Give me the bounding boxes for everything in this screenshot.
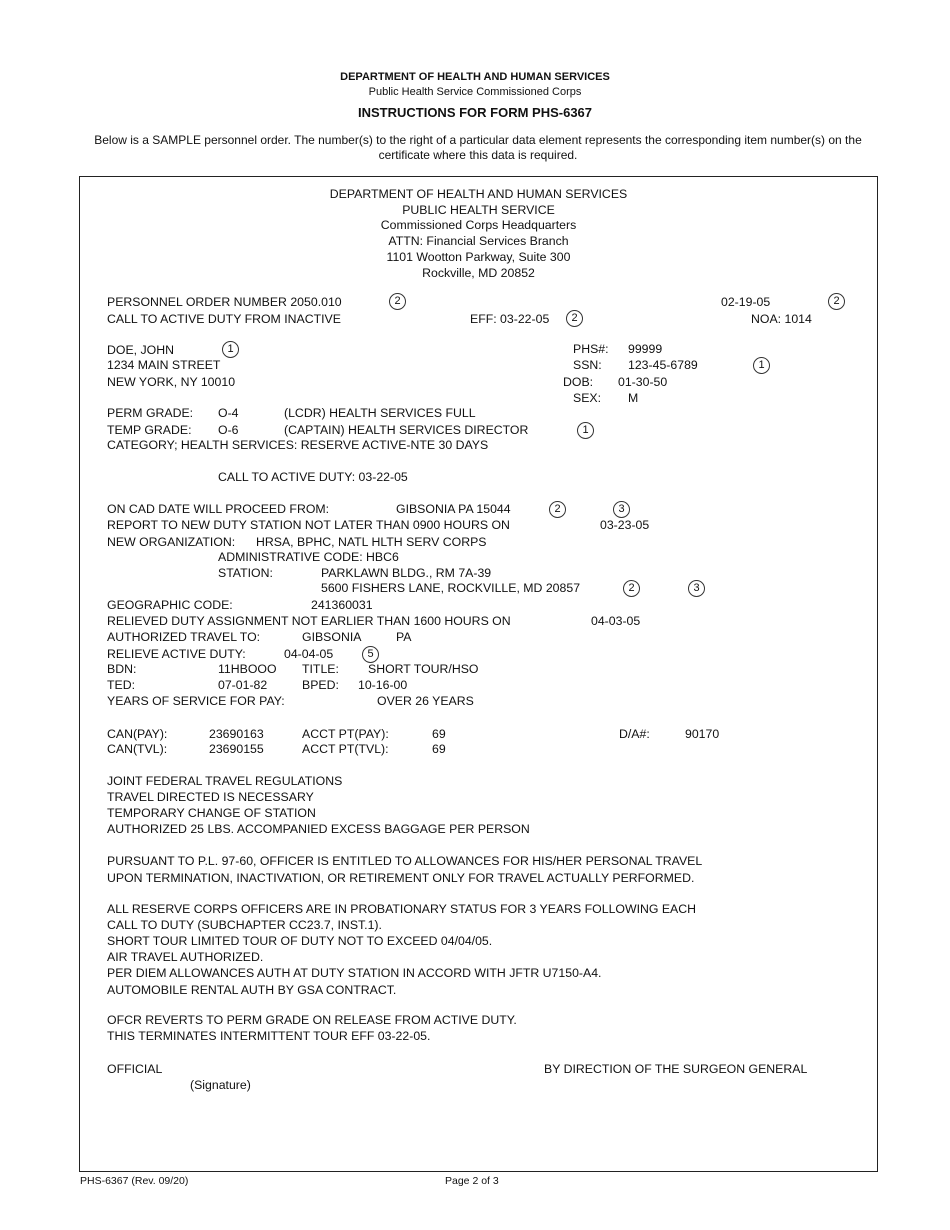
can-tvl-value: 23690155: [209, 742, 264, 756]
temp-grade-label: TEMP GRADE:: [107, 423, 192, 437]
para-line: THIS TERMINATES INTERMITTENT TOUR EFF 03-22-05.: [107, 1029, 431, 1043]
address-line: Commissioned Corps Headquarters: [380, 218, 577, 233]
relieve-label: RELIEVE ACTIVE DUTY:: [107, 647, 246, 661]
item-marker: 2: [828, 293, 845, 310]
para-line: TRAVEL DIRECTED IS NECESSARY: [107, 790, 314, 804]
can-tvl-label: CAN(TVL):: [107, 742, 168, 756]
officer-street: 1234 MAIN STREET: [107, 358, 221, 372]
title-value: SHORT TOUR/HSO: [368, 662, 479, 676]
call-line: CALL TO ACTIVE DUTY FROM INACTIVE: [107, 312, 341, 326]
para-line: UPON TERMINATION, INACTIVATION, OR RETIREMENT ONLY FOR TRAVEL ACTUALLY PERFORMED.: [107, 871, 695, 885]
perm-grade-desc: (LCDR) HEALTH SERVICES FULL: [284, 406, 476, 420]
report-line: REPORT TO NEW DUTY STATION NOT LATER THAN 0900 HOURS ON: [107, 518, 510, 532]
para-line: AUTOMOBILE RENTAL AUTH BY GSA CONTRACT.: [107, 983, 397, 997]
address-line: PUBLIC HEALTH SERVICE: [402, 202, 555, 217]
item-marker: 1: [222, 341, 239, 358]
surgeon-general-line: BY DIRECTION OF THE SURGEON GENERAL: [544, 1062, 808, 1076]
sex-label: SEX:: [573, 391, 602, 405]
category: CATEGORY; HEALTH SERVICES: RESERVE ACTIVE-NTE 30 DAYS: [107, 438, 489, 452]
item-marker: 2: [549, 501, 566, 518]
phs-value: 99999: [628, 342, 663, 356]
ssn-value: 123-45-6789: [628, 358, 698, 372]
order-address-block: [80, 187, 877, 281]
corps-subheading: Public Health Service Commissioned Corps: [368, 86, 582, 98]
para-line: JOINT FEDERAL TRAVEL REGULATIONS: [107, 774, 343, 788]
para-line: ALL RESERVE CORPS OFFICERS ARE IN PROBATIONARY STATUS FOR 3 YEARS FOLLOWING EACH: [107, 902, 697, 916]
da-label: D/A#:: [619, 727, 650, 741]
page-title: INSTRUCTIONS FOR FORM PHS-6367: [357, 105, 593, 120]
station-value: PARKLAWN BLDG., RM 7A-39: [321, 566, 492, 580]
form-id: PHS-6367 (Rev. 09/20): [80, 1175, 189, 1187]
acct-pay-value: 69: [432, 727, 446, 741]
yos-label: YEARS OF SERVICE FOR PAY:: [107, 694, 285, 708]
relieved-line: RELIEVED DUTY ASSIGNMENT NOT EARLIER THAN 1600 HOURS ON: [107, 614, 511, 628]
intro-text: Below is a SAMPLE personnel order. The number(s) to the right of a particular data element represents the corresponding item number(s) on the certificate where this data is required.: [94, 133, 862, 162]
item-marker: 2: [623, 580, 640, 597]
officer-name: DOE, JOHN: [107, 343, 174, 357]
title-label: TITLE:: [302, 662, 339, 676]
can-pay-label: CAN(PAY):: [107, 727, 168, 741]
para-line: CALL TO DUTY (SUBCHAPTER CC23.7, INST.1).: [107, 918, 382, 932]
item-marker: 2: [566, 310, 583, 327]
perm-grade-label: PERM GRADE:: [107, 406, 194, 420]
bped-value: 10-16-00: [358, 678, 408, 692]
relieve-date: 04-04-05: [284, 647, 334, 661]
acct-pay-label: ACCT PT(PAY):: [302, 727, 389, 741]
geo-code-label: GEOGRAPHIC CODE:: [107, 598, 233, 612]
bdn-value: 11HBOOO: [218, 662, 277, 676]
para-line: AUTHORIZED 25 LBS. ACCOMPANIED EXCESS BAGGAGE PER PERSON: [107, 822, 530, 836]
ssn-label: SSN:: [573, 358, 602, 372]
can-pay-value: 23690163: [209, 727, 264, 741]
station-address: 5600 FISHERS LANE, ROCKVILLE, MD 20857: [321, 581, 581, 595]
relieved-date: 04-03-05: [591, 614, 641, 628]
proceed-value: GIBSONIA PA 15044: [396, 502, 511, 516]
para-line: OFCR REVERTS TO PERM GRADE ON RELEASE FROM ACTIVE DUTY.: [107, 1013, 517, 1027]
para-line: PURSUANT TO P.L. 97-60, OFFICER IS ENTITLED TO ALLOWANCES FOR HIS/HER PERSONAL TRAVEL: [107, 854, 703, 868]
call-to-active-date: CALL TO ACTIVE DUTY: 03-22-05: [218, 470, 408, 484]
item-marker: 3: [688, 580, 705, 597]
address-line: DEPARTMENT OF HEALTH AND HUMAN SERVICES: [329, 187, 628, 201]
effective-date: EFF: 03-22-05: [470, 312, 550, 326]
temp-grade: O-6: [218, 423, 239, 437]
para-line: SHORT TOUR LIMITED TOUR OF DUTY NOT TO EXCEED 04/04/05.: [107, 934, 493, 948]
order-number: PERSONNEL ORDER NUMBER 2050.010: [107, 295, 342, 309]
yos-value: OVER 26 YEARS: [377, 694, 474, 708]
new-org-value: HRSA, BPHC, NATL HLTH SERV CORPS: [256, 535, 487, 549]
bped-label: BPED:: [302, 678, 339, 692]
phs-label: PHS#:: [573, 342, 609, 356]
new-org-label: NEW ORGANIZATION:: [107, 535, 236, 549]
travel-city: GIBSONIA: [302, 630, 362, 644]
item-marker: 3: [613, 501, 630, 518]
department-heading: DEPARTMENT OF HEALTH AND HUMAN SERVICES: [340, 71, 610, 83]
official-label: OFFICIAL: [107, 1062, 163, 1076]
address-line: ATTN: Financial Services Branch: [388, 234, 569, 249]
admin-code: ADMINISTRATIVE CODE: HBC6: [218, 550, 399, 564]
acct-tvl-label: ACCT PT(TVL):: [302, 742, 389, 756]
para-line: PER DIEM ALLOWANCES AUTH AT DUTY STATION IN ACCORD WITH JFTR U7150-A4.: [107, 966, 602, 980]
item-marker: 2: [389, 293, 406, 310]
dob-value: 01-30-50: [618, 375, 668, 389]
para-line: TEMPORARY CHANGE OF STATION: [107, 806, 316, 820]
para-line: AIR TRAVEL AUTHORIZED.: [107, 950, 264, 964]
da-value: 90170: [685, 727, 720, 741]
ted-value: 07-01-82: [218, 678, 268, 692]
sex-value: M: [628, 391, 639, 405]
item-marker: 1: [753, 357, 770, 374]
report-date: 03-23-05: [600, 518, 650, 532]
temp-grade-desc: (CAPTAIN) HEALTH SERVICES DIRECTOR: [284, 423, 529, 437]
item-marker: 1: [577, 422, 594, 439]
order-date: 02-19-05: [721, 295, 771, 309]
ted-label: TED:: [107, 678, 136, 692]
page-number: Page 2 of 3: [445, 1175, 499, 1187]
proceed-label: ON CAD DATE WILL PROCEED FROM:: [107, 502, 330, 516]
dob-label: DOB:: [563, 375, 594, 389]
officer-city: NEW YORK, NY 10010: [107, 375, 236, 389]
travel-label: AUTHORIZED TRAVEL TO:: [107, 630, 261, 644]
travel-state: PA: [396, 630, 412, 644]
acct-tvl-value: 69: [432, 742, 446, 756]
noa: NOA: 1014: [751, 312, 812, 326]
perm-grade: O-4: [218, 406, 239, 420]
geo-code-value: 241360031: [311, 598, 373, 612]
station-label: STATION:: [218, 566, 273, 580]
item-marker: 5: [362, 646, 379, 663]
signature-label: (Signature): [190, 1078, 251, 1092]
address-line: Rockville, MD 20852: [422, 265, 535, 280]
bdn-label: BDN:: [107, 662, 137, 676]
address-line: 1101 Wootton Parkway, Suite 300: [386, 249, 571, 264]
